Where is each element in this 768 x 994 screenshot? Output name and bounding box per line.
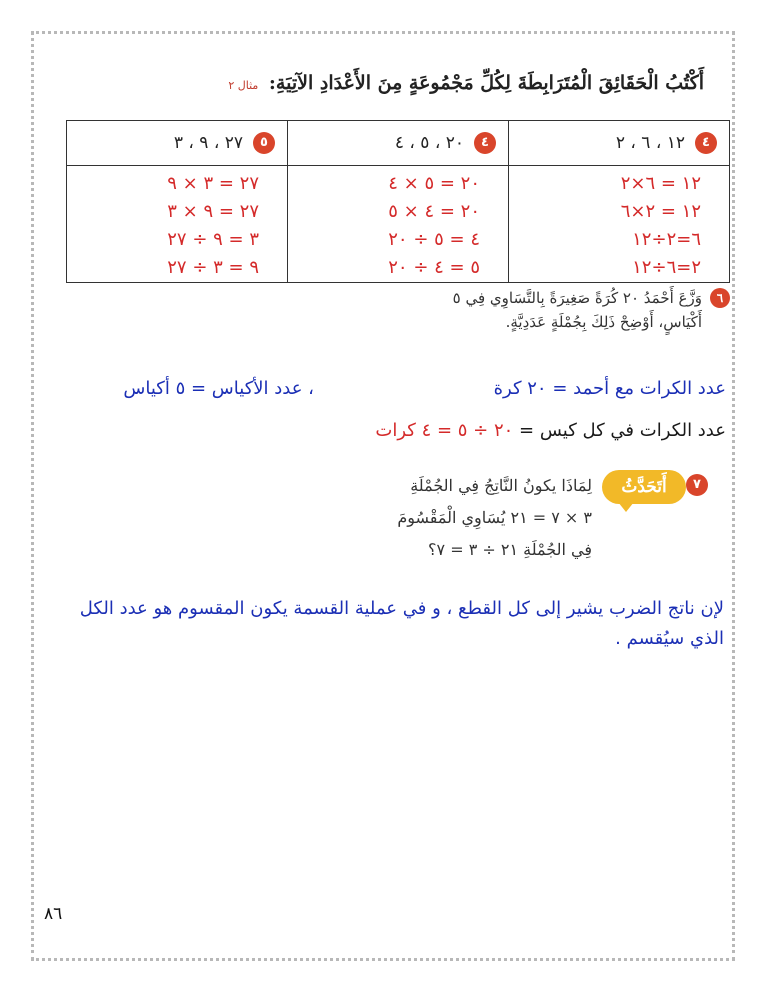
fact-line: ١٢ = ٢×٦ bbox=[620, 201, 701, 222]
question-7-line: لِمَاذَا يكونُ النَّاتِجُ فِي الجُمْلَةِ bbox=[410, 476, 592, 495]
fact-line: ٢٠ = ٤ × ٥ bbox=[388, 201, 480, 222]
answer-6-bags: ، عدد الأكياس = ٥ أكياس bbox=[123, 378, 314, 399]
exercise-title bbox=[228, 72, 704, 94]
fact-line: ٩ = ٣ ÷ ٢٧ bbox=[167, 257, 259, 278]
question-6 bbox=[408, 286, 728, 334]
header-cell-1 bbox=[509, 121, 730, 166]
number-set: ٢٧ ، ٩ ، ٣ bbox=[173, 133, 243, 153]
question-badge: ٤ bbox=[474, 132, 496, 154]
header-cell-3 bbox=[67, 121, 288, 166]
title-text: أَكْتُبُ الْحَقَائِقَ الْمُتَرَابِطَةَ لِكُلِّ مَجْمُوعَةٍ مِنَ الأَعْدَادِ الآتِيَةِ: bbox=[268, 72, 704, 94]
talk-bubble: أَتَحَدَّثُ bbox=[602, 470, 686, 504]
question-badge: ٤ bbox=[695, 132, 717, 154]
facts-table bbox=[66, 120, 730, 283]
fact-line: ١٢ = ٦×٢ bbox=[620, 173, 701, 194]
fact-line: ٢٧ = ٣ × ٩ bbox=[167, 173, 259, 194]
fact-line: ٦=٢÷١٢ bbox=[632, 229, 701, 250]
answer-6-balls: عدد الكرات مع أحمد = ٢٠ كرة bbox=[493, 378, 726, 399]
answer-6-label: عدد الكرات في كل كيس = bbox=[513, 420, 726, 441]
page-number: ٨٦ bbox=[44, 904, 63, 924]
number-set: ١٢ ، ٦ ، ٢ bbox=[615, 133, 685, 153]
header-cell-2 bbox=[288, 121, 509, 166]
fact-line: ٥ = ٤ ÷ ٢٠ bbox=[388, 257, 480, 278]
fact-line: ٢٠ = ٥ × ٤ bbox=[388, 173, 480, 194]
facts-cell-2 bbox=[288, 166, 509, 283]
facts-cell-1 bbox=[509, 166, 730, 283]
fact-line: ٤ = ٥ ÷ ٢٠ bbox=[388, 229, 480, 250]
question-6-text: وَزَّعَ أَحْمَدُ ٢٠ كُرَةً صَغِيرَةً بِالتَّسَاوِي فِي ٥ أَكْيَاسٍ، أَوْضِحْ ذَلِكَ بِجُمْلَةٍ عَدَدِيَّةٍ. bbox=[452, 289, 702, 331]
answer-6-result: ٢٠ ÷ ٥ = ٤ كرات bbox=[375, 420, 514, 441]
question-7-text bbox=[332, 470, 592, 566]
fact-line: ٢=٦÷١٢ bbox=[632, 257, 701, 278]
fact-line: ٢٧ = ٩ × ٣ bbox=[167, 201, 259, 222]
question-7-line: ٣ × ٧ = ٢١ يُسَاوِي الْمَقْسُومَ bbox=[397, 508, 592, 527]
question-badge: ٥ bbox=[253, 132, 275, 154]
question-badge: ٧ bbox=[686, 474, 708, 496]
answer-7: لإن ناتج الضرب يشير إلى كل القطع ، و في عملية القسمة يكون المقسوم هو عدد الكل الذي سيُقسم . bbox=[79, 598, 724, 649]
question-badge: ٦ bbox=[710, 288, 730, 308]
question-7-line: فِي الجُمْلَةِ ٢١ ÷ ٣ = ٧؟ bbox=[428, 540, 592, 559]
number-set: ٢٠ ، ٥ ، ٤ bbox=[394, 133, 464, 153]
table-facts-row bbox=[67, 166, 730, 283]
answer-6-equation bbox=[375, 420, 726, 441]
facts-cell-3 bbox=[67, 166, 288, 283]
fact-line: ٣ = ٩ ÷ ٢٧ bbox=[167, 229, 259, 250]
example-ref: مثال ٢ bbox=[228, 79, 259, 92]
table-header-row bbox=[67, 121, 730, 166]
